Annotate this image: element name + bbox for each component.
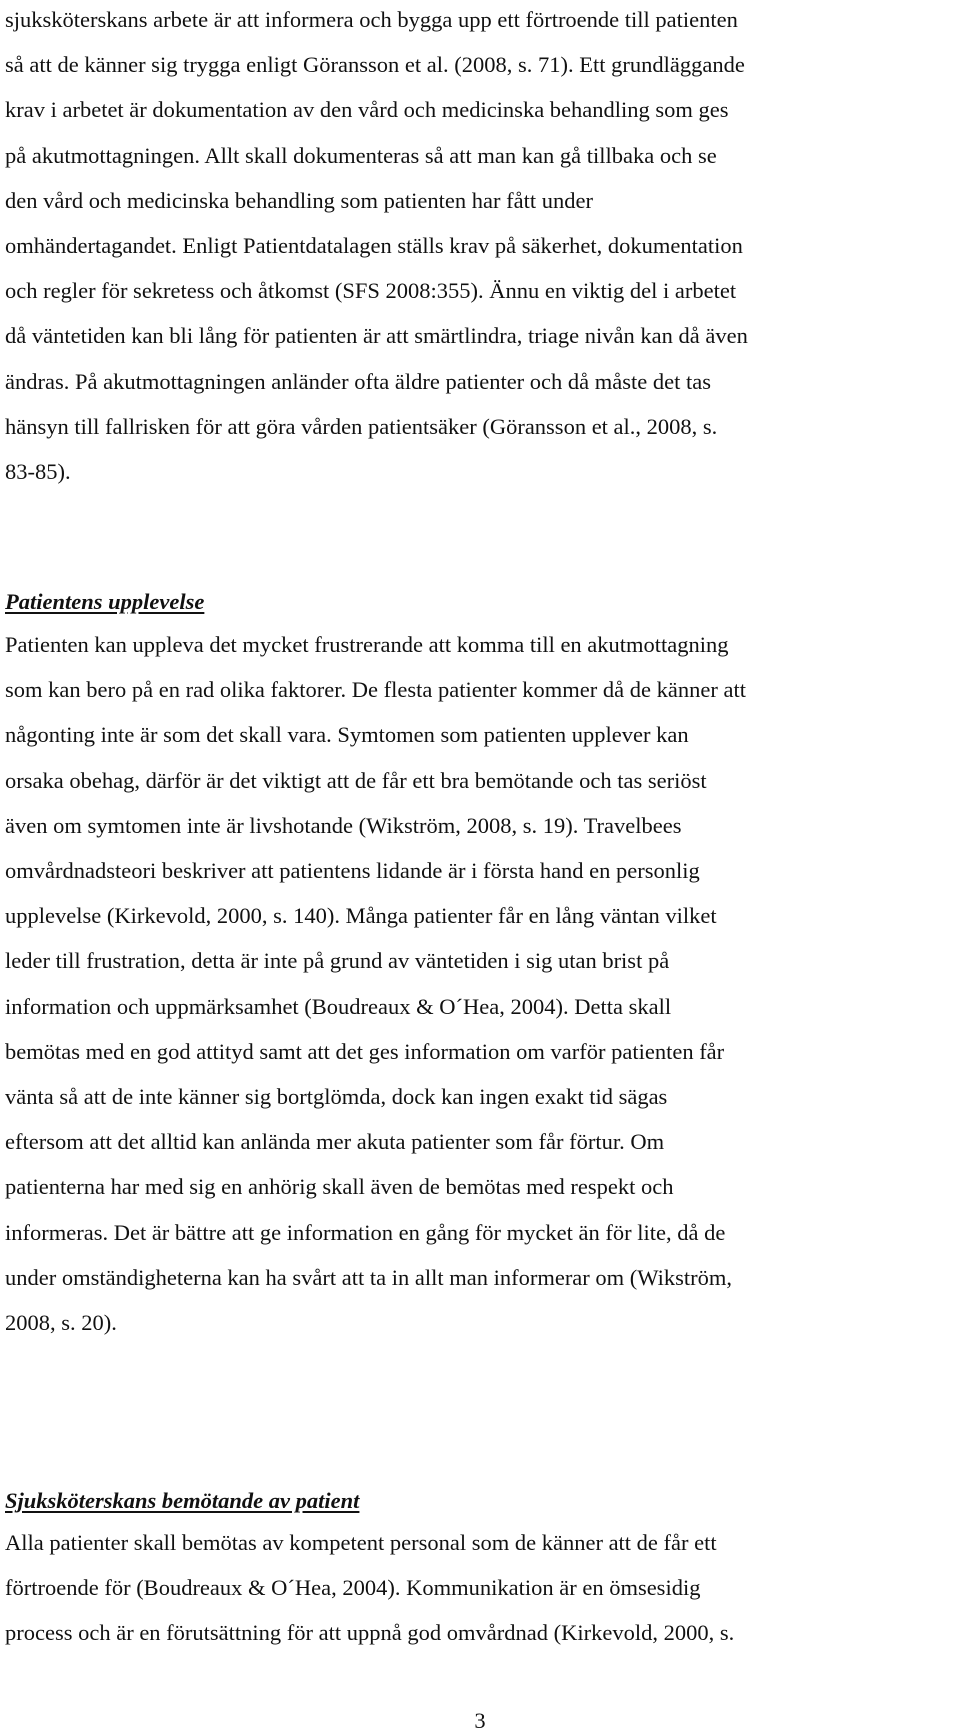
text-line: upplevelse (Kirkevold, 2000, s. 140). Många patienter får en lång väntan vilket xyxy=(5,903,717,929)
text-line: så att de känner sig trygga enligt Göransson et al. (2008, s. 71). Ett grundläggande xyxy=(5,52,745,78)
text-line: eftersom att det alltid kan anlända mer akuta patienter som får förtur. Om xyxy=(5,1129,665,1155)
section-heading-patientens-upplevelse: Patientens upplevelse xyxy=(5,589,205,614)
text-line: orsaka obehag, därför är det viktigt att de får ett bra bemötande och tas seriöst xyxy=(5,767,707,793)
text-line: patienterna har med sig en anhörig skall även de bemötas med respekt och xyxy=(5,1174,674,1200)
text-line: Alla patienter skall bemötas av kompetent personal som de känner att de får ett xyxy=(5,1530,717,1555)
text-line: hänsyn till fallrisken för att göra vården patientsäker (Göransson et al., 2008, s. xyxy=(5,413,718,439)
text-line: omhändertagandet. Enligt Patientdatalagen ställs krav på säkerhet, dokumentation xyxy=(5,233,743,259)
text-line: vänta så att de inte känner sig bortglömda, dock kan ingen exakt tid sägas xyxy=(5,1084,668,1110)
text-line: sjuksköterskans arbete är att informera och bygga upp ett förtroende till patienten xyxy=(5,7,738,32)
body-paragraph-1 xyxy=(5,0,748,494)
text-line: då väntetiden kan bli lång för patienten är att smärtlindra, triage nivån kan då även xyxy=(5,323,748,349)
page-number: 3 xyxy=(474,1708,486,1733)
text-line: omvårdnadsteori beskriver att patientens lidande är i första hand en personlig xyxy=(5,858,700,884)
text-line: krav i arbetet är dokumentation av den vård och medicinska behandling som ges xyxy=(5,97,729,123)
text-line: på akutmottagningen. Allt skall dokumenteras så att man kan gå tillbaka och se xyxy=(5,142,717,168)
text-line: 83-85). xyxy=(5,459,71,485)
text-line: 2008, s. 20). xyxy=(5,1310,117,1336)
text-line: information och uppmärksamhet (Boudreaux & O´Hea, 2004). Detta skall xyxy=(5,993,672,1019)
body-paragraph-2 xyxy=(5,622,746,1345)
text-line: process och är en förutsättning för att uppnå god omvårdnad (Kirkevold, 2000, s. xyxy=(5,1620,735,1646)
text-line: även om symtomen inte är livshotande (Wikström, 2008, s. 19). Travelbees xyxy=(5,812,682,838)
text-line: under omständigheterna kan ha svårt att ta in allt man informerar om (Wikström, xyxy=(5,1264,732,1290)
text-line: bemötas med en god attityd samt att det ges information om varför patienten får xyxy=(5,1038,725,1064)
body-paragraph-3 xyxy=(5,1520,734,1656)
text-line: leder till frustration, detta är inte på grund av väntetiden i sig utan brist på xyxy=(5,948,670,974)
text-line: den vård och medicinska behandling som patienten har fått under xyxy=(5,187,593,213)
text-line: Patienten kan uppleva det mycket frustrerande att komma till en akutmottagning xyxy=(5,632,729,657)
text-line: som kan bero på en rad olika faktorer. De flesta patienter kommer då de känner att xyxy=(5,677,746,703)
text-line: förtroende för (Boudreaux & O´Hea, 2004). Kommunikation är en ömsesidig xyxy=(5,1575,701,1601)
text-line: någonting inte är som det skall vara. Symtomen som patienten upplever kan xyxy=(5,722,689,748)
text-line: informeras. Det är bättre att ge information en gång för mycket än för lite, då de xyxy=(5,1219,726,1245)
text-line: och regler för sekretess och åtkomst (SFS 2008:355). Ännu en viktig del i arbetet xyxy=(5,278,737,304)
text-line: ändras. På akutmottagningen anländer ofta äldre patienter och då måste det tas xyxy=(5,368,711,394)
section-heading-sjukskoterskans-bemotande: Sjuksköterskans bemötande av patient xyxy=(5,1488,360,1513)
